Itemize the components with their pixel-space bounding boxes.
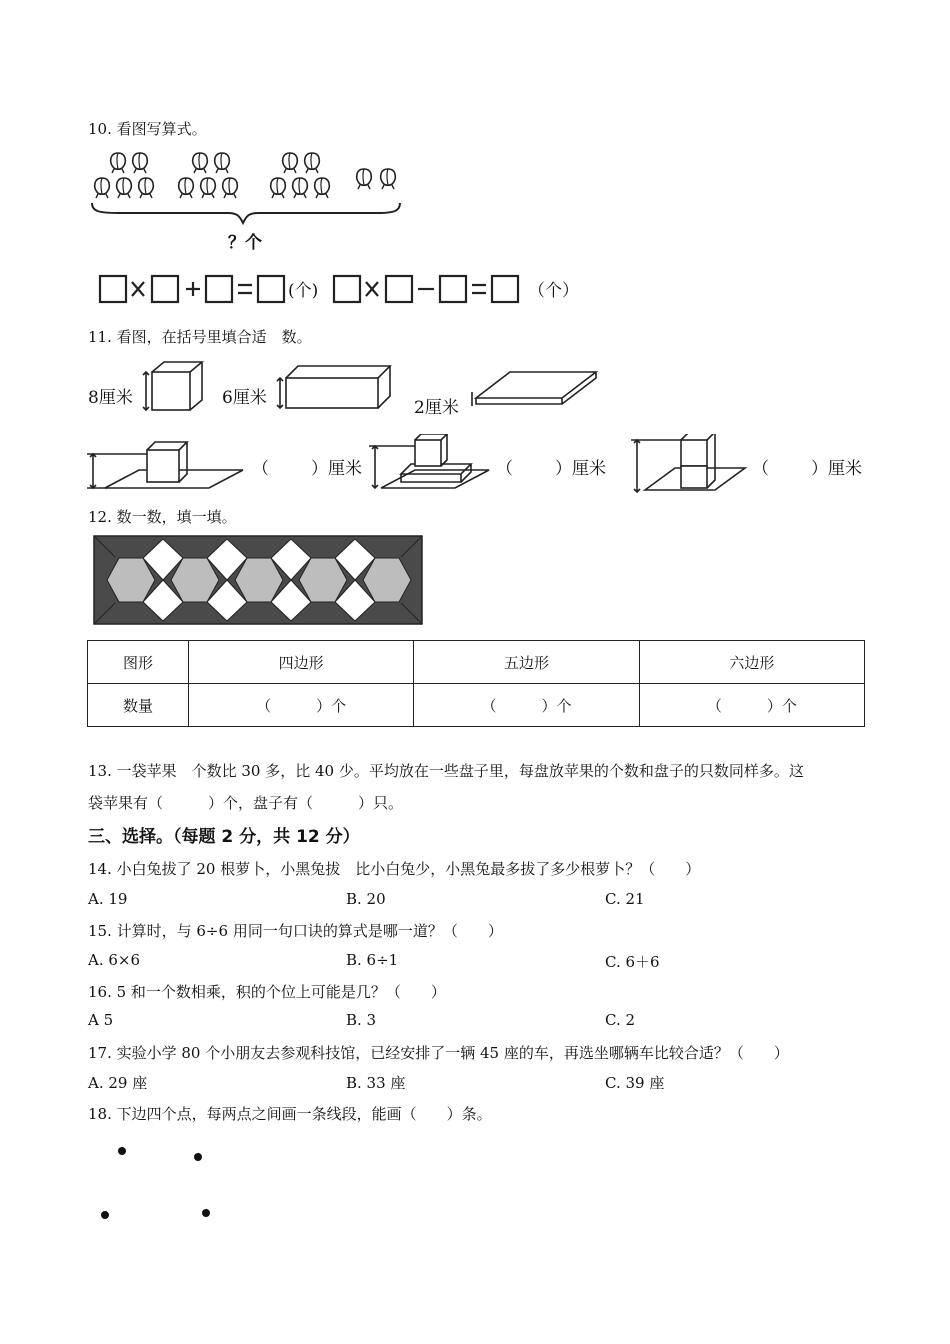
q11-shapes-top (140, 356, 610, 418)
peach-icon (179, 153, 238, 198)
q12-tiling-figure (93, 535, 423, 625)
answer-box (386, 276, 412, 302)
table-header-quadrilateral: 四边形 (189, 641, 414, 684)
q10-equations (98, 272, 588, 306)
peach-icon (357, 169, 396, 189)
answer-box (334, 276, 360, 302)
table-header-shape: 图形 (88, 641, 189, 684)
q10-text: 10. 看图写算式。 (88, 120, 207, 138)
q14-option-b[interactable]: B. 20 (346, 890, 386, 908)
answer-box (258, 276, 284, 302)
q13-line1: 13. 一袋苹果 个数比 30 多，比 40 少。平均放在一些盘子里，每盘放苹果的个数和盘子的只数同样多。这 (88, 762, 804, 780)
table-header-pentagon: 五边形 (414, 641, 639, 684)
table-row-label: 数量 (88, 684, 189, 727)
brace-icon (92, 203, 400, 223)
peach-icon (95, 153, 154, 198)
q13-line2: 袋苹果有（ ）个，盘子有（ ）只。 (88, 794, 404, 812)
table-cell: （ ）个 (639, 684, 864, 727)
q16-stem: 16. 5 和一个数相乘，积的个位上可能是几？（ ） (88, 983, 446, 1001)
q17-option-a[interactable]: A. 29 座 (88, 1074, 148, 1092)
q11-answer-1: （ ）厘米 (252, 459, 362, 479)
q16-option-c[interactable]: C. 2 (605, 1011, 636, 1029)
dot (194, 1153, 202, 1161)
section3-title: 三、选择。（每题 2 分，共 12 分） (88, 827, 360, 847)
q15-option-a[interactable]: A. 6×6 (88, 951, 141, 969)
q14-stem: 14. 小白兔拔了 20 根萝卜，小黑兔拔 比小白兔少，小黑兔最多拔了多少根萝卜？（ ） (88, 860, 701, 878)
q17-option-c[interactable]: C. 39 座 (605, 1074, 665, 1092)
q18-dots-figure (95, 1140, 225, 1230)
q11-text: 11. 看图，在括号里填合适 数。 (88, 328, 312, 346)
q10-unit-2: （个） (528, 281, 579, 301)
table-cell: （ ）个 (189, 684, 414, 727)
peach-icon (271, 153, 330, 198)
q12-text: 12. 数一数，填一填。 (88, 508, 237, 526)
q11-answer-2: （ ）厘米 (496, 459, 606, 479)
answer-box (492, 276, 518, 302)
q15-option-b[interactable]: B. 6÷1 (346, 951, 399, 969)
table-cell: （ ）个 (414, 684, 639, 727)
dim-8cm: 8厘米 (88, 388, 133, 408)
q10-unit-1: (个) (288, 281, 319, 301)
q16-option-b[interactable]: B. 3 (346, 1011, 377, 1029)
q17-option-b[interactable]: B. 33 座 (346, 1074, 406, 1092)
dim-2cm: 2厘米 (414, 398, 459, 418)
q16-option-a[interactable]: A 5 (88, 1011, 114, 1029)
answer-box (440, 276, 466, 302)
q11-answer-3: （ ）厘米 (752, 459, 862, 479)
answer-box (100, 276, 126, 302)
dot (202, 1209, 210, 1217)
q14-option-a[interactable]: A. 19 (88, 890, 128, 908)
dot (118, 1147, 126, 1155)
q18-text: 18. 下边四个点，每两点之间画一条线段，能画（ ）条。 (88, 1105, 492, 1123)
q15-option-c[interactable]: C. 6＋6 (605, 953, 660, 971)
q12-count-table (87, 640, 865, 727)
answer-box (206, 276, 232, 302)
q15-stem: 15. 计算时，与 6÷6 用同一句口诀的算式是哪一道？（ ） (88, 922, 503, 940)
dot (101, 1211, 109, 1219)
table-header-hexagon: 六边形 (639, 641, 864, 684)
dim-6cm: 6厘米 (222, 388, 267, 408)
q17-stem: 17. 实验小学 80 个小朋友去参观科技馆，已经安排了一辆 45 座的车，再选坐哪辆车比较合适？（ ） (88, 1044, 789, 1062)
q10-question-mark-label: ？个 (228, 233, 262, 253)
answer-box (152, 276, 178, 302)
q14-option-c[interactable]: C. 21 (605, 890, 645, 908)
